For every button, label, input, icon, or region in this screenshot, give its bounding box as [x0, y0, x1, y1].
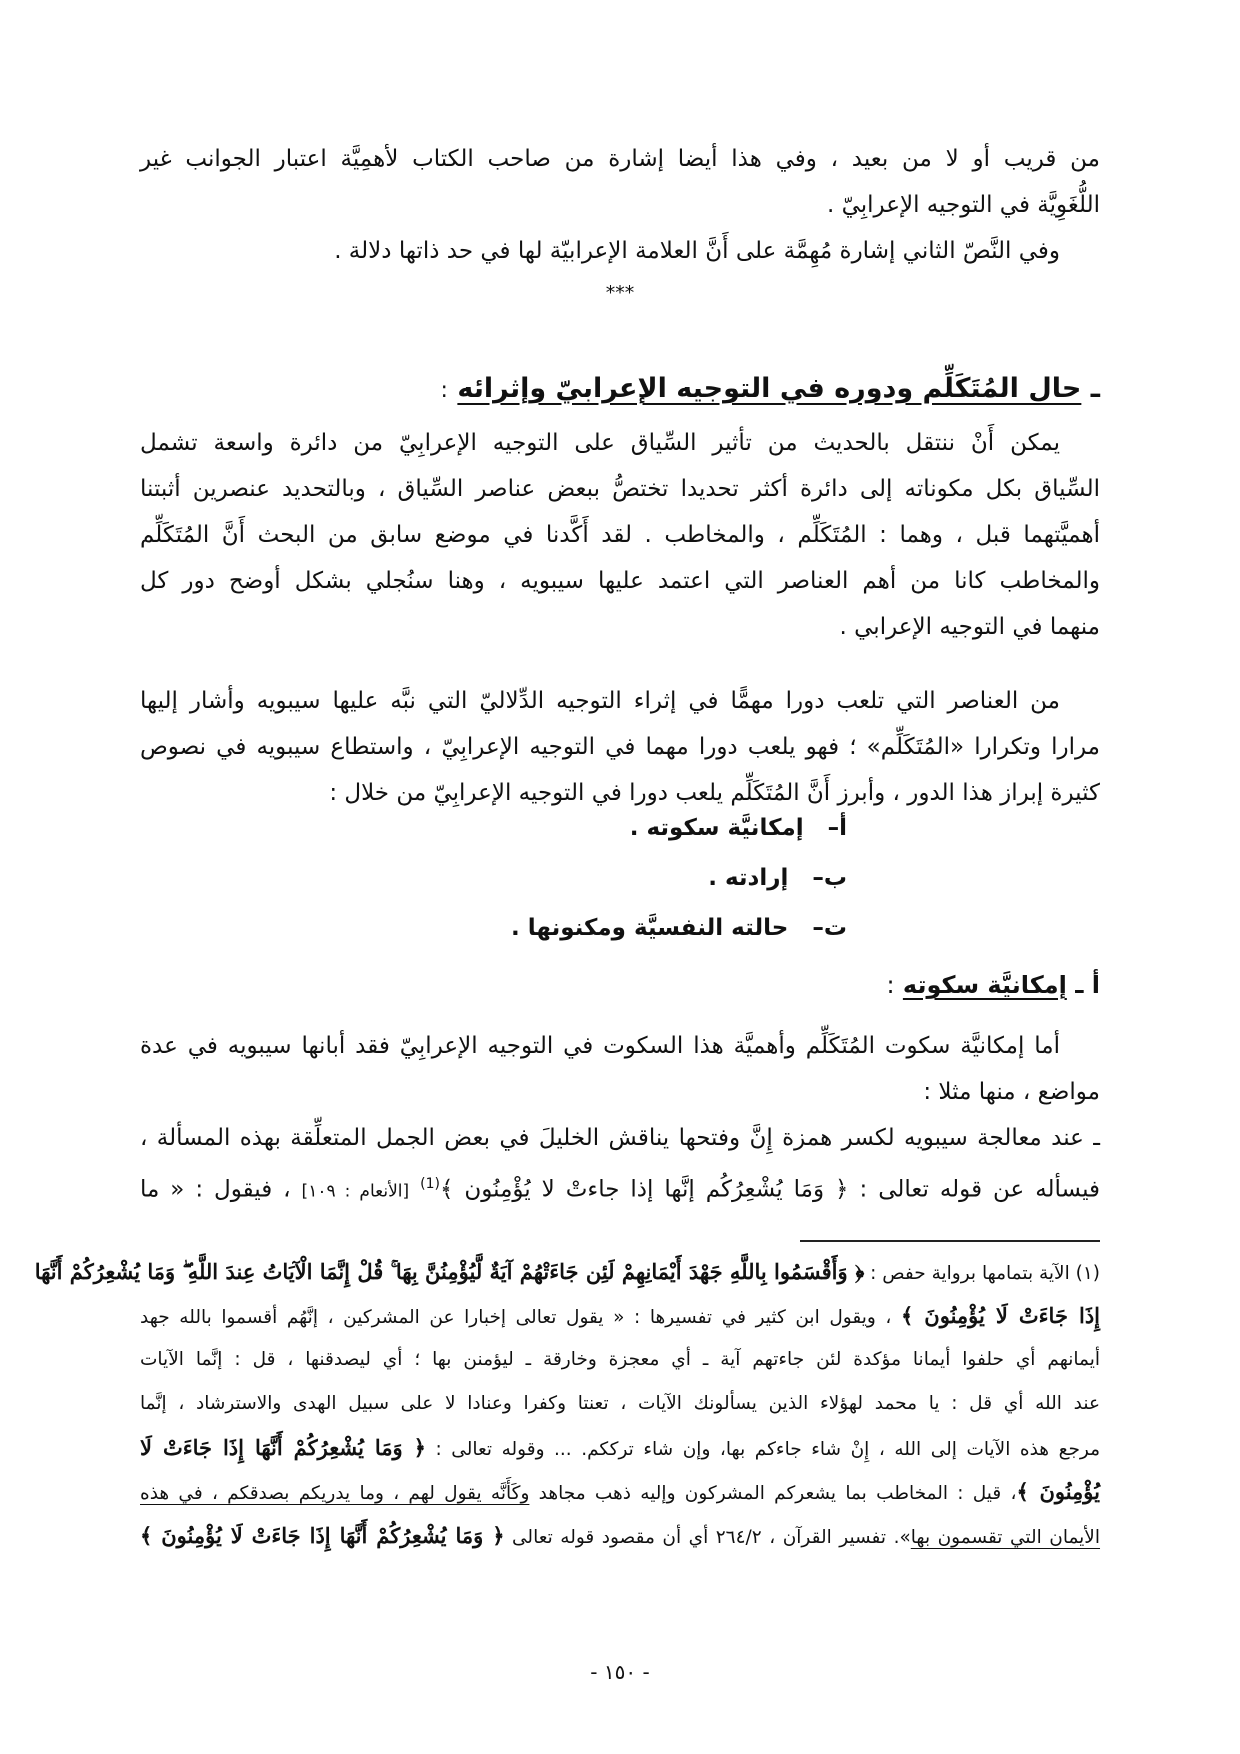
text-line: كثيرة إبراز هذا الدور ، وأبرز أَنَّ المُتَكَلِّم يلعب دورا في التوجيه الإعرابِيّ من خلال :	[329, 780, 1100, 806]
heading-prefix: ـ	[1090, 373, 1100, 404]
text-line: السِّياق بكل مكوناته إلى دائرة أكثر تحديدا تختصُّ ببعض عناصر السِّياق ، وبالتحديد عنصرين أثبتنا	[140, 476, 1100, 502]
section-separator: ***	[605, 282, 635, 304]
subheading: أ ـ إمكانيَّة سكوته :	[886, 971, 1100, 999]
footnote-line: يُؤْمِنُونَ ﴾، قيل : المخاطب بما يشعركم المشركون وإليه ذهب مجاهد وكَأَنَّه يقول لهم ، وما يدريكم بصدقكم ، في هذه	[140, 1479, 1101, 1504]
text-line: أما إمكانيَّة سكوت المُتَكَلِّم وأهميَّة هذا السكوت في التوجيه الإعرابِيّ فقد أبانها سيبويه في عدة	[140, 1033, 1060, 1059]
footnote-line: إِذَا جَاءَتْ لَا يُؤْمِنُونَ ﴾ ، ويقول ابن كثير في تفسيرها : « يقول تعالى إخبارا عن المشركين ، إنَّهُم أقسموا بالله جهد	[140, 1303, 1100, 1328]
footnote-line: الأيمان التي تقسمون بها». تفسير القرآن ، ٢٦٤/٢ أي أن مقصود قوله تعالى ﴿ وَمَا يُشْعِرُكُمْ أَنَّهَا إِذَا جَاءَتْ لَا يُؤْمِنُونَ ﴾	[140, 1523, 1101, 1548]
list-item: ب– إرادته .	[708, 865, 847, 891]
verse-reference: [الأنعام : ١٠٩]	[301, 1181, 410, 1202]
text-line: اللُّغَوِيَّة في التوجيه الإعرابِيّ .	[826, 192, 1100, 218]
text-line: وفي النَّصّ الثاني إشارة مُهِمَّة على أَنَّ العلامة الإعرابيّة لها في حد ذاتها دلالة .	[334, 238, 1060, 264]
text-line: يمكن أَنْ ننتقل بالحديث من تأثير السِّياق على التوجيه الإعرابِيّ من دائرة واسعة تشمل	[140, 430, 1060, 456]
text-line: والمخاطب كانا من أهم العناصر التي اعتمد عليها سيبويه ، وهنا سنُجلي بشكل أوضح دور كل	[140, 568, 1100, 594]
text-line: فيسأله عن قوله تعالى : ﴿ وَمَا يُشْعِرُكُم إنَّها إذا جاءتْ لا يُؤْمِنُون ﴾$^{(1)}$ [الأنعام : ١٠٩] ، فيقول : « ما	[140, 1176, 1101, 1203]
heading-title: حال المُتَكَلِّم ودوره في التوجيه الإعرابيّ وإثرائه	[457, 373, 1082, 404]
footnote-line: عند الله أي قل : يا محمد لهؤلاء الذين يسألونك الآيات ، تعنتا وكفرا وعنادا لا على سبيل الهدى والاسترشاد ، إنَّما	[140, 1393, 1100, 1414]
list-item: أ– إمكانيَّة سكوته .	[629, 815, 847, 841]
footnote-separator	[800, 1240, 1100, 1242]
text-line: ـ عند معالجة سيبويه لكسر همزة إِنَّ وفتحها يناقش الخليلَ في بعض الجمل المتعلِّقة بهذه المسألة ،	[140, 1125, 1100, 1151]
footnote-mark: (1)	[420, 1176, 440, 1192]
heading-colon: :	[440, 378, 448, 403]
text-line: أهميَّتهما قبل ، وهما : المُتَكَلِّم ، والمخاطب . لقد أَكَّدنا في موضع سابق من البحث أَنَّ المُتَكَلِّم	[140, 522, 1100, 548]
footnote-line: مرجع هذه الآيات إلى الله ، إِنْ شاء جاءكم بها، وإن شاء ترككم. ... وقوله تعالى : ﴿ وَمَا يُشْعِرُكُمْ أَنَّهَا إِذَا جَاءَتْ لَا	[140, 1435, 1100, 1460]
list-item: ت– حالته النفسيَّة ومكنونها .	[511, 915, 847, 941]
page-number: - ١٥٠ -	[590, 1660, 650, 1684]
text-line: مرارا وتكرارا «المُتَكَلِّم» ؛ فهو يلعب دورا مهما في التوجيه الإعرابِيّ ، واستطاع سيبويه في نصوص	[140, 734, 1100, 760]
section-heading	[140, 373, 1100, 404]
text-line: منهما في التوجيه الإعرابي .	[839, 614, 1100, 640]
footnote-line: (١) الآية بتمامها برواية حفص : ﴿ وَأَقْسَمُوا بِاللَّهِ جَهْدَ أَيْمَانِهِمْ لَئِن جَاءَتْهُمْ آيَةٌ لَّيُؤْمِنُنَّ بِهَا ۚ قُلْ إِنَّمَا الْآيَاتُ عِندَ اللَّهِ ۖ وَمَا يُشْعِرُكُمْ أَنَّهَا	[34, 1259, 1100, 1284]
text-line: من قريب أو لا من بعيد ، وفي هذا أيضا إشارة من صاحب الكتاب لأهمِيَّة اعتبار الجوانب غير	[140, 146, 1100, 172]
footnote-line: أيمانهم أي حلفوا أيمانا مؤكدة لئن جاءتهم آية ـ أي معجزة وخارقة ـ ليؤمنن بها ؛ أي ليصدقنها ، قل : إنَّما الآيات	[140, 1349, 1100, 1370]
text-line: من العناصر التي تلعب دورا مهمًّا في إثراء التوجيه الدِّلاليّ التي نبَّه عليها سيبويه وأشار إليها	[140, 688, 1060, 714]
text-line: مواضع ، منها مثلا :	[923, 1079, 1100, 1105]
